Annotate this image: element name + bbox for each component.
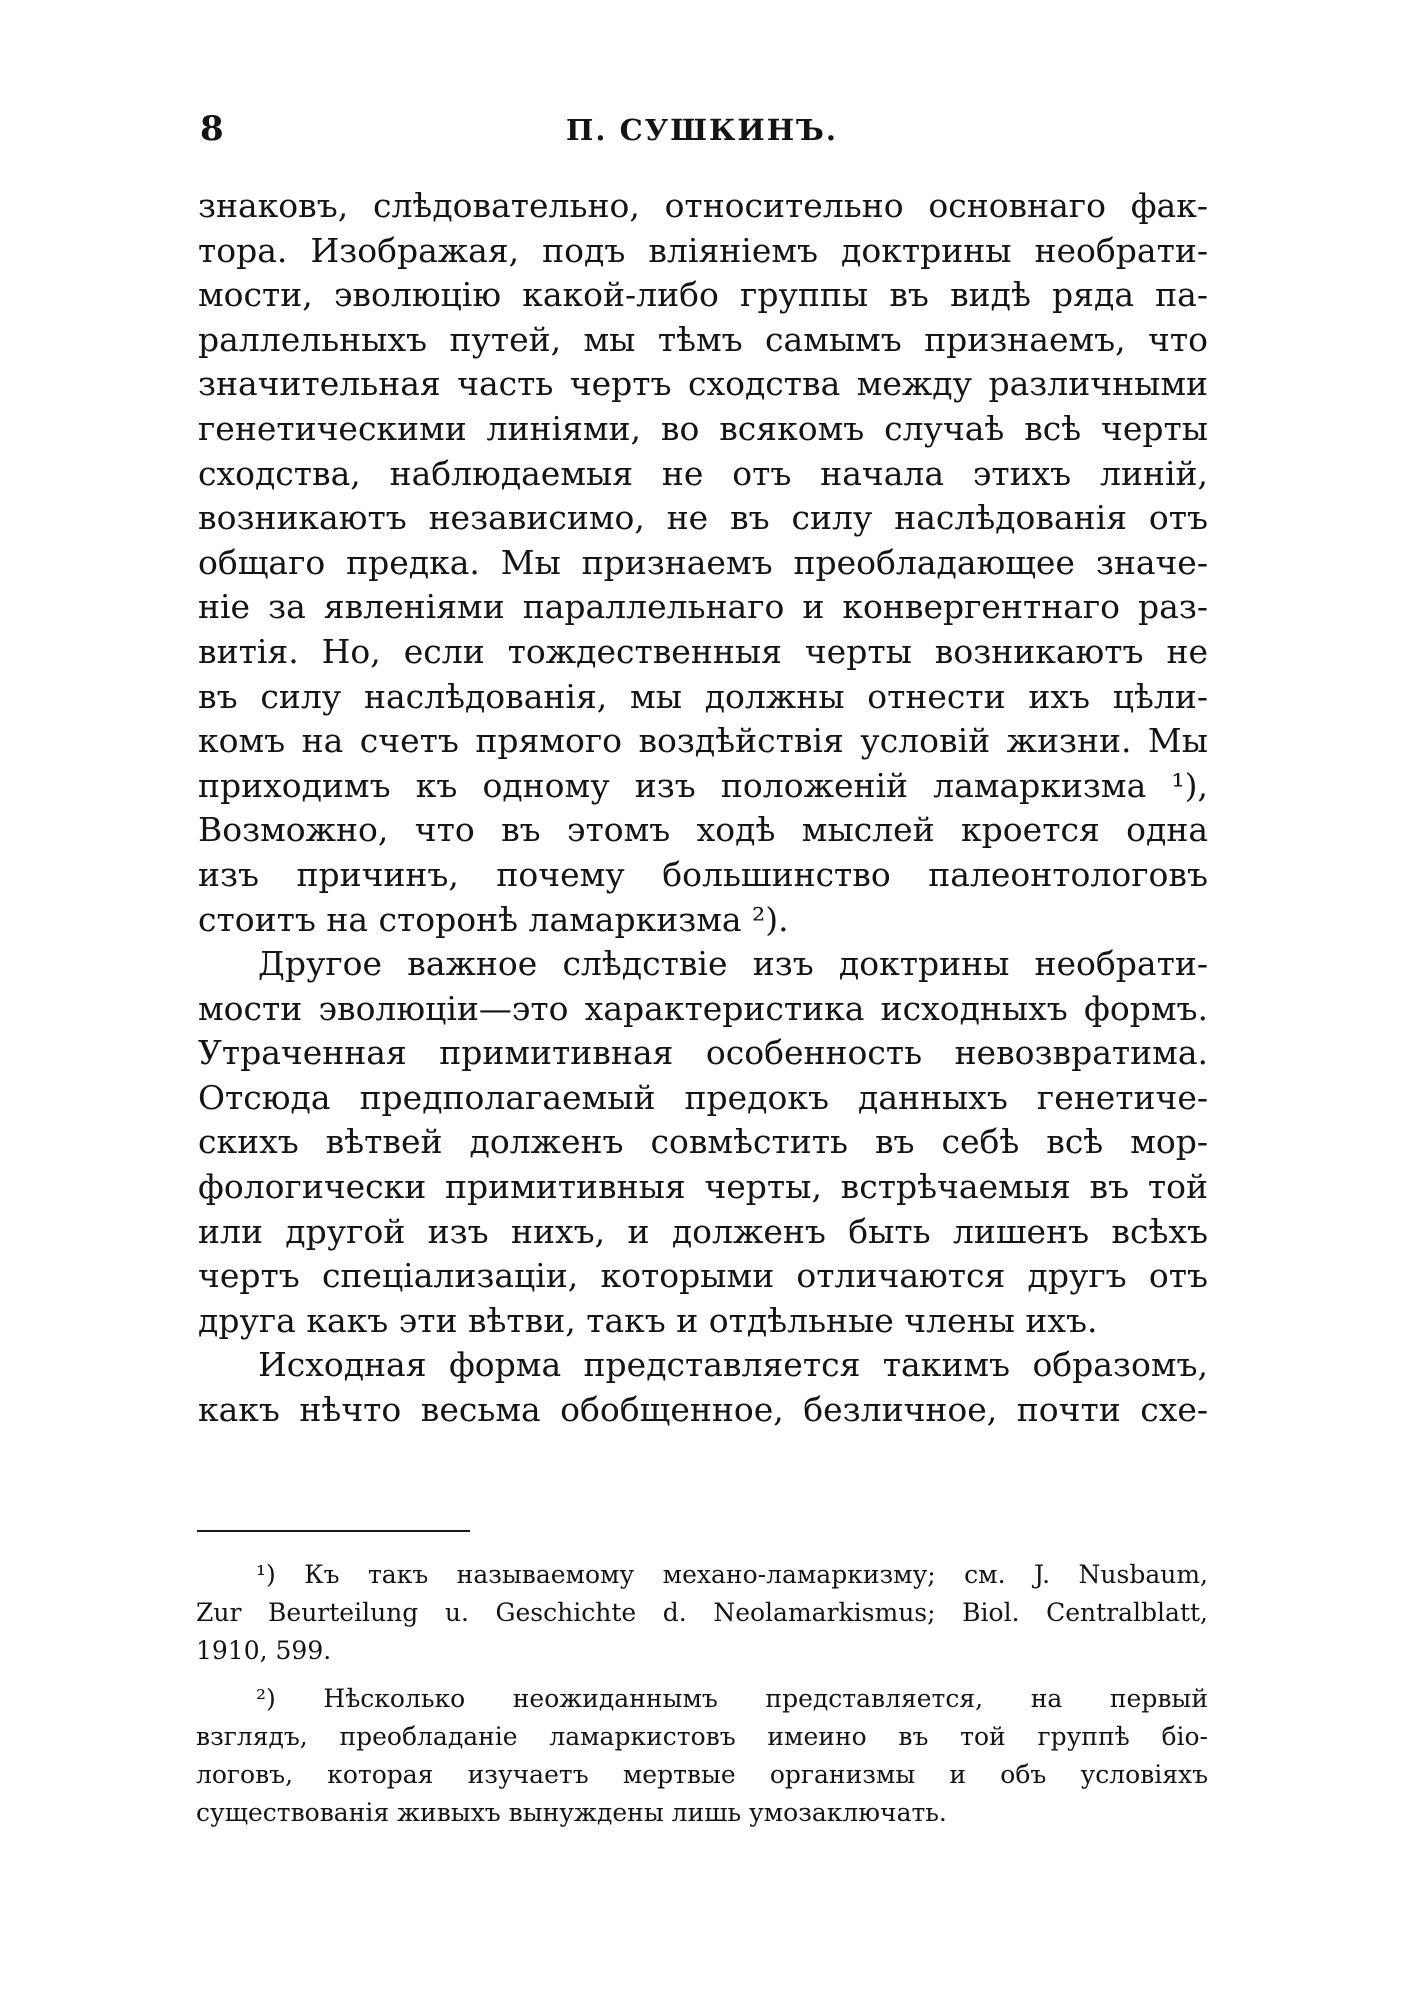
footnote-line: логовъ, которая изучаетъ мертвые организмы и объ условіяхъ bbox=[196, 1760, 1208, 1789]
text-line: тора. Изображая, подъ вліяніемъ доктрины необрати- bbox=[198, 230, 1208, 270]
footnote-2 bbox=[196, 1680, 1208, 1832]
paragraph-2 bbox=[198, 942, 1208, 1343]
text-line: скихъ вѣтвей долженъ совмѣстить въ себѣ всѣ мор- bbox=[198, 1122, 1208, 1162]
footnote-line: Zur Beurteilung u. Geschichte d. Neolamarkismus; Biol. Centralblatt, bbox=[196, 1598, 1208, 1627]
text-line: приходимъ къ одному изъ положеній ламаркизма ¹), bbox=[198, 765, 1208, 805]
text-line: генетическими линіями, во всякомъ случаѣ всѣ черты bbox=[198, 408, 1208, 448]
text-line: въ силу наслѣдованія, мы должны отнести ихъ цѣли- bbox=[198, 676, 1208, 716]
footnote-line: существованія живыхъ вынуждены лишь умозаключать. bbox=[196, 1798, 947, 1827]
text-line: Возможно, что въ этомъ ходѣ мыслей кроется одна bbox=[198, 810, 1208, 850]
footnote-1 bbox=[196, 1556, 1208, 1670]
text-line: какъ нѣчто весьма обобщенное, безличное, почти схе- bbox=[198, 1390, 1208, 1430]
text-line: знаковъ, слѣдовательно, относительно основнаго фак- bbox=[198, 186, 1208, 225]
text-line: ніе за явленіями параллельнаго и конвергентнаго раз- bbox=[198, 587, 1208, 627]
footnotes bbox=[196, 1556, 1208, 1832]
text-line: сходства, наблюдаемыя не отъ начала этихъ линій, bbox=[198, 453, 1208, 493]
text-line: фологически примитивныя черты, встрѣчаемыя въ той bbox=[198, 1167, 1208, 1207]
footnote-rule bbox=[197, 1530, 470, 1532]
text-line: значительная часть чертъ сходства между различными bbox=[198, 364, 1208, 404]
text-line: комъ на счетъ прямого воздѣйствія условій жизни. Мы bbox=[198, 721, 1208, 761]
text-line: или другой изъ нихъ, и долженъ быть лишенъ всѣхъ bbox=[198, 1211, 1208, 1251]
text-line: мости, эволюцію какой-либо группы въ видѣ ряда па- bbox=[198, 275, 1208, 315]
paragraph-3 bbox=[198, 1343, 1208, 1432]
text-line: друга какъ эти вѣтви, такъ и отдѣльные члены ихъ. bbox=[198, 1300, 1098, 1340]
text-line: стоитъ на сторонѣ ламаркизма ²). bbox=[198, 899, 789, 939]
paragraph-1 bbox=[198, 184, 1208, 942]
footnote-line: 1910, 599. bbox=[196, 1636, 332, 1665]
footnote-line: ¹) Къ такъ называемому механо-ламаркизму; см. J. Nusbaum, bbox=[256, 1560, 1208, 1589]
text-line: витія. Но, если тождественныя черты возникаютъ не bbox=[198, 631, 1208, 671]
text-line: Утраченная примитивная особенность невозвратима. bbox=[198, 1033, 1208, 1073]
text-line: Отсюда предполагаемый предокъ данныхъ генетиче- bbox=[198, 1077, 1208, 1117]
text-line: Исходная форма представляется такимъ образомъ, bbox=[258, 1345, 1208, 1385]
body-text bbox=[198, 184, 1208, 1433]
text-line: общаго предка. Мы признаемъ преобладающее значе- bbox=[198, 542, 1208, 582]
text-line: чертъ спеціализаціи, которыми отличаются другъ отъ bbox=[198, 1256, 1208, 1296]
text-line: мости эволюціи—это характеристика исходныхъ формъ. bbox=[198, 988, 1208, 1028]
footnote-line: взглядъ, преобладаніе ламаркистовъ имеино въ той группѣ біо- bbox=[196, 1722, 1208, 1751]
footnote-gap bbox=[196, 1670, 1208, 1680]
text-line: возникаютъ независимо, не въ силу наслѣдованія отъ bbox=[198, 498, 1208, 538]
running-head: П. СУШКИНЪ. bbox=[566, 113, 838, 147]
footnote-line: ²) Нѣсколько неожиданнымъ представляется, на первый bbox=[256, 1684, 1208, 1713]
text-line: изъ причинъ, почему большинство палеонтологовъ bbox=[198, 854, 1208, 894]
text-line: Другое важное слѣдствіе изъ доктрины необрати- bbox=[258, 944, 1208, 984]
text-line: раллельныхъ путей, мы тѣмъ самымъ признаемъ, что bbox=[198, 319, 1208, 359]
page-number: 8 bbox=[200, 109, 224, 149]
